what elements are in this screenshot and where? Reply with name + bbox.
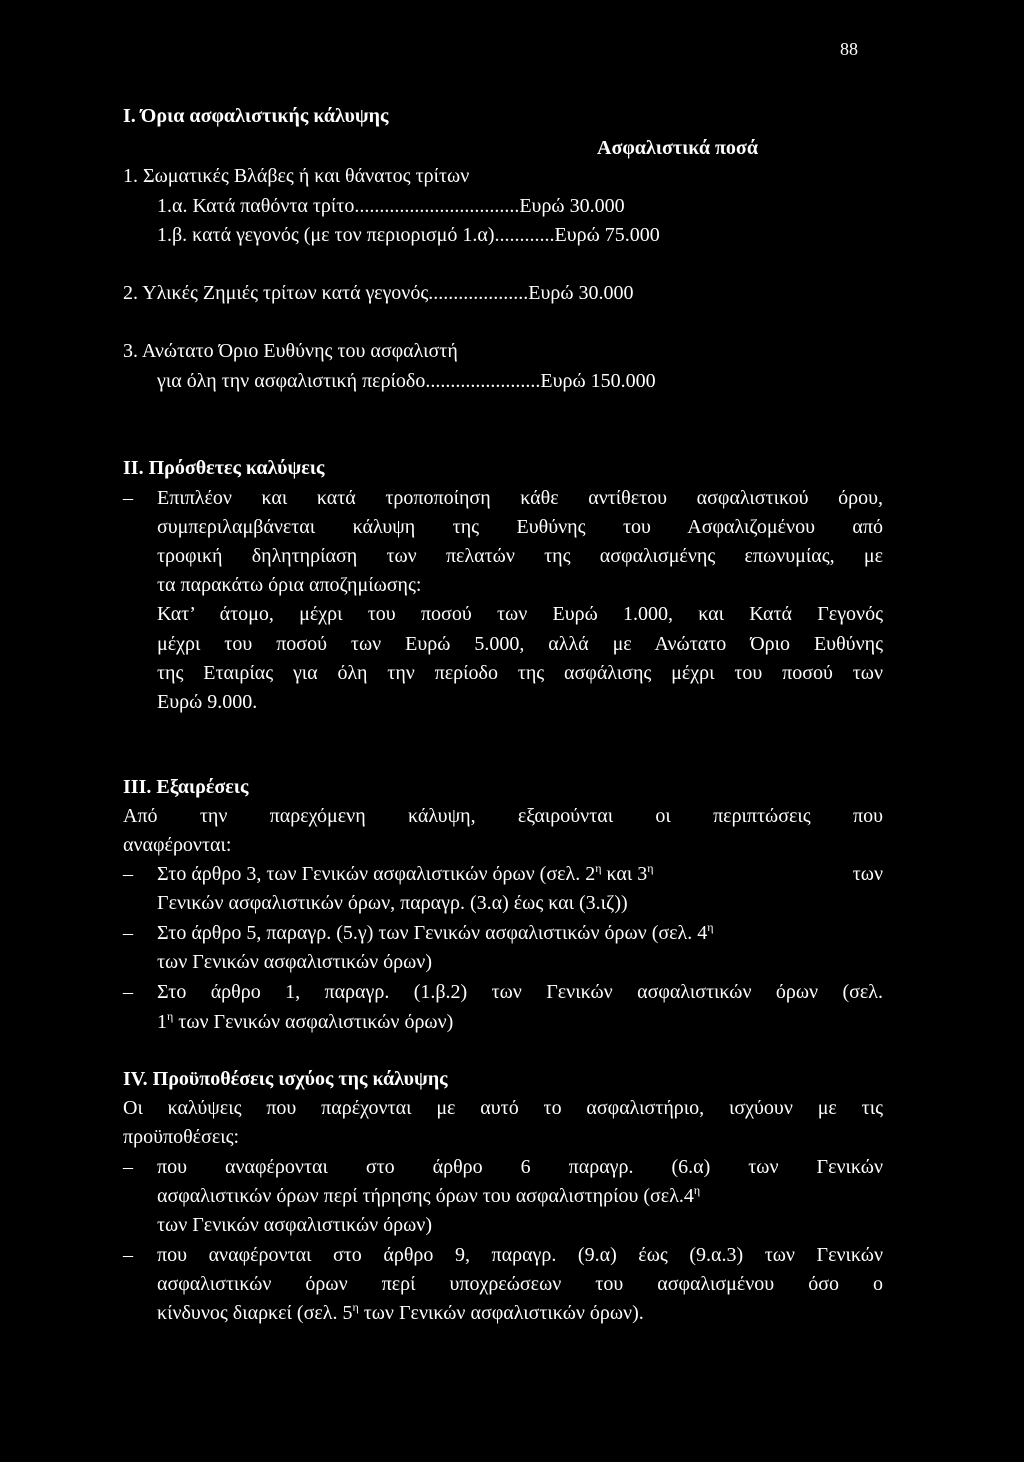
additional-text-8: Ευρώ 9.000. — [157, 691, 258, 713]
dash-marker: – — [123, 863, 133, 885]
conditions-intro-1: Οι καλύψεις που παρέχονται με αυτό το ασφαλιστήριο, ισχύουν με τις — [123, 1097, 883, 1119]
page-number: 88 — [840, 39, 858, 59]
limits-line-3-cont: για όλη την ασφαλιστική περίοδο.......................Ευρώ 150.000 — [157, 370, 656, 392]
condition-item-1-line-1: που αναφέρονται στο άρθρο 6 παραγρ. (6.α) των Γενικών — [157, 1156, 883, 1178]
dash-marker: – — [123, 487, 133, 509]
exclusion-item-2-line-1: Στο άρθρο 5, παραγρ. (5.γ) των Γενικών ασφαλιστικών όρων (σελ. $4^\eta$ — [157, 920, 714, 944]
condition-item-1-line-2: ασφαλιστικών όρων περί τήρησης όρων του ασφαλιστηρίου ($\sigma\varepsilon\lambda.4^\eta$ — [157, 1183, 701, 1207]
section-heading-limits: I. Όρια ασφαλιστικής κάλυψης — [123, 105, 389, 127]
section-heading-exclusions: III. Εξαιρέσεις — [123, 776, 249, 798]
limits-line-1a: 1.α. Κατά παθόντα τρίτο.................................Ευρώ 30.000 — [157, 195, 625, 217]
limits-line-3: 3. Ανώτατο Όριο Ευθύνης του ασφαλιστή — [123, 340, 458, 362]
exclusion-item-1-line-1 — [157, 862, 883, 888]
additional-text-3: τροφική δηλητηρίαση των πελατών της ασφαλισμένης επωνυμίας, με — [157, 545, 883, 567]
exclusion-item-2-line-2: των Γενικών ασφαλιστικών όρων) — [157, 951, 433, 973]
exclusions-intro-2: αναφέρονται: — [123, 834, 232, 856]
condition-item-2-line-2: ασφαλιστικών όρων περί υποχρεώσεων του ασφαλισμένου όσο ο — [157, 1273, 883, 1295]
additional-text-7: της Εταιρίας για όλη την περίοδο της ασφάλισης μέχρι του ποσού των — [157, 662, 883, 684]
exclusion-item-1-line-2: Γενικών ασφαλιστικών όρων, παραγρ. (3.α) έως και (3.ιζ)) — [157, 892, 628, 914]
section-heading-conditions: IV. Προϋποθέσεις ισχύος της κάλυψης — [123, 1068, 448, 1090]
condition-item-1-line-3: των Γενικών ασφαλιστικών όρων) — [157, 1214, 433, 1236]
conditions-intro-2: προϋποθέσεις: — [123, 1126, 240, 1148]
section-heading-additional: II. Πρόσθετες καλύψεις — [123, 457, 325, 479]
dash-marker: – — [123, 1156, 133, 1178]
condition-item-2-line-1: που αναφέρονται στο άρθρο 9, παραγρ. (9.α) έως (9.α.3) των Γενικών — [157, 1244, 883, 1266]
exclusion-item-3-line-2: $1^\eta$ των Γενικών ασφαλιστικών όρων) — [157, 1009, 454, 1033]
limits-line-1: 1. Σωματικές Βλάβες ή και θάνατος τρίτων — [123, 165, 470, 187]
condition-item-2-line-3: κίνδυνος διαρκεί (σελ. $5^\eta$ των Γενικών ασφαλιστικών όρων). — [157, 1300, 644, 1324]
exclusion-item-1-tail: των — [852, 863, 883, 885]
additional-text-6: μέχρι του ποσού των Ευρώ 5.000, αλλά με Ανώτατο Όριο Ευθύνης — [157, 633, 883, 655]
additional-text-5: Κατ’ άτομο, μέχρι του ποσού των Ευρώ 1.000, και Κατά Γεγονός — [157, 603, 883, 625]
additional-text-4: τα παρακάτω όρια αποζημίωσης: — [157, 574, 422, 596]
exclusions-intro-1: Από την παρεχόμενη κάλυψη, εξαιρούνται οι περιπτώσεις που — [123, 805, 883, 827]
dash-marker: – — [123, 922, 133, 944]
additional-text-2: συμπεριλαμβάνεται κάλυψη της Ευθύνης του Ασφαλιζομένου από — [157, 516, 883, 538]
limits-line-2: 2. Υλικές Ζημιές τρίτων κατά γεγονός....................Ευρώ 30.000 — [123, 282, 634, 304]
amounts-column-heading: Ασφαλιστικά ποσά — [597, 137, 758, 159]
dash-marker: – — [123, 1244, 133, 1266]
dash-marker: – — [123, 981, 133, 1003]
exclusion-item-3-line-1: Στο άρθρο 1, παραγρ. (1.β.2) των Γενικών ασφαλιστικών όρων (σελ. — [157, 981, 883, 1003]
limits-line-1b: 1.β. κατά γεγονός (με τον περιορισμό 1.α)............Ευρώ 75.000 — [157, 224, 660, 246]
exclusion-item-1-text: Στο άρθρο 3, των Γενικών ασφαλιστικών όρων (σελ. $2^\eta$ και $3^\eta$ — [157, 861, 654, 885]
additional-text-1: Επιπλέον και κατά τροποποίηση κάθε αντίθετου ασφαλιστικού όρου, — [157, 487, 883, 509]
